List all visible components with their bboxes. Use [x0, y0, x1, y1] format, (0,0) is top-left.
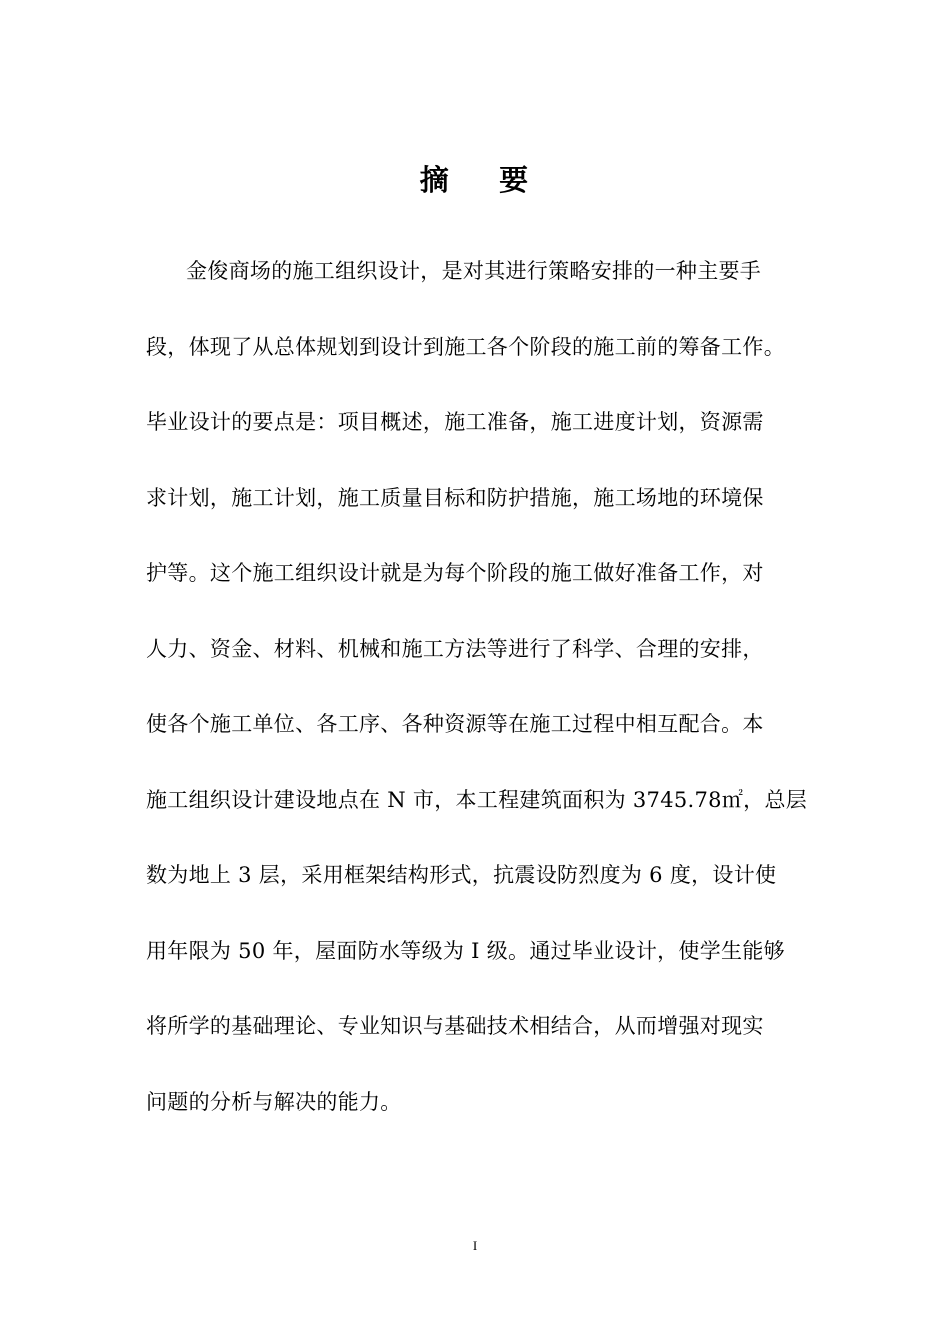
abstract-line-2: 段，体现了从总体规划到设计到施工各个阶段的施工前的筹备工作。 — [146, 334, 785, 359]
page-number: I — [472, 1238, 478, 1253]
abstract-title: 摘 要 — [419, 163, 531, 197]
abstract-line-3: 毕业设计的要点是：项目概述，施工准备，施工进度计划，资源需 — [146, 410, 764, 434]
abstract-body — [146, 248, 816, 1154]
abstract-line-1: 金俊商场的施工组织设计，是对其进行策略安排的一种主要手 — [186, 259, 762, 283]
abstract-line-11: 将所学的基础理论、专业知识与基础技术相结合，从而增强对现实 — [146, 1014, 764, 1038]
abstract-line-6: 人力、资金、材料、机械和施工方法等进行了科学、合理的安排， — [146, 636, 764, 661]
abstract-line-9: 数为地上 3 层，采用框架结构形式，抗震设防烈度为 6 度，设计使 — [146, 863, 777, 887]
abstract-line-4: 求计划，施工计划，施工质量目标和防护措施，施工场地的环境保 — [146, 485, 764, 510]
abstract-line-5: 护等。这个施工组织设计就是为每个阶段的施工做好准备工作，对 — [146, 561, 764, 585]
abstract-line-10: 用年限为 50 年，屋面防水等级为 I 级。通过毕业设计，使学生能够 — [146, 938, 785, 963]
abstract-line-12: 问题的分析与解决的能力。 — [146, 1089, 402, 1114]
abstract-line-8: 施工组织设计建设地点在 N 市，本工程建筑面积为 3745.78㎡，总层 — [146, 787, 808, 812]
abstract-line-7: 使各个施工单位、各工序、各种资源等在施工过程中相互配合。本 — [146, 712, 764, 736]
